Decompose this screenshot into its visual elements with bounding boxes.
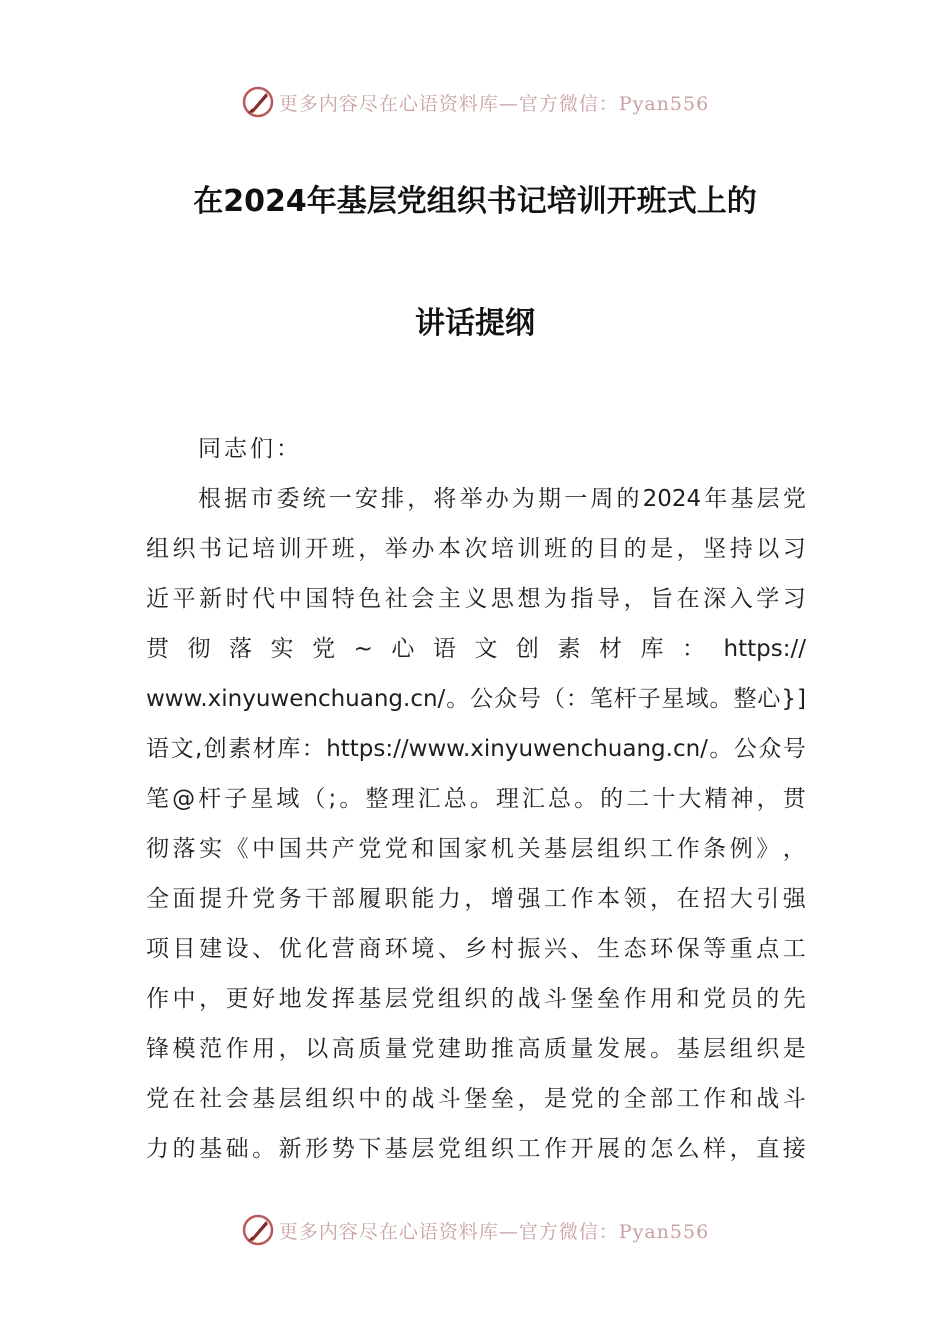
quill-logo-icon: [241, 85, 275, 119]
footer-watermark: [0, 1210, 950, 1250]
document-title-line-1: 在2024年基层党组织书记培训开班式上的: [193, 184, 757, 219]
greeting: 同志们：: [198, 436, 302, 462]
paragraph-line: 近 平 新 时 代 中 国 特 色 社 会 主 义 思 想 为 指 导 ， 旨 在 深 入 学 习: [146, 586, 806, 612]
quill-logo-icon: [241, 1213, 275, 1247]
paragraph-line: 党 在 社 会 基 层 组 织 中 的 战 斗 堡 垒 ， 是 党 的 全 部 工 作 和 战 斗: [146, 1086, 806, 1112]
paragraph-line: 笔 @ 杆 子 星 域 （ ; 。 整 理 汇 总 。 理 汇 总 。 的 二 十 大 精 神 ， 贯: [146, 786, 806, 812]
paragraph-line: 作 中 ， 更 好 地 发 挥 基 层 党 组 织 的 战 斗 堡 垒 作 用 和 党 员 的 先: [146, 986, 806, 1012]
paragraph-line: 项 目 建 设 、 优 化 营 商 环 境 、 乡 村 振 兴 、 生 态 环 保 等 重 点 工: [146, 936, 806, 962]
watermark-text: 更多内容尽在心语资料库—官方微信：Pyan556: [278, 92, 710, 115]
paragraph-line: 贯 彻 落 实 党 ~ 心 语 文 创 素 材 库 ： https://: [146, 636, 806, 662]
document-title-line-2: 讲话提纲: [415, 306, 535, 341]
paragraph-line: 语 文 , 创 素 材 库 ： https://www.xinyuwenchuang.cn/ 。 公 众 号: [146, 736, 806, 762]
paragraph-line: www.xinyuwenchuang.cn/ 。 公 众 号 （ ： 笔 杆 子 星 域 。 整 心 } ]: [146, 686, 806, 712]
header-watermark: [0, 82, 950, 122]
paragraph-line: 力 的 基 础 。 新 形 势 下 基 层 党 组 织 工 作 开 展 的 怎 么 样 ， 直 接: [146, 1136, 806, 1162]
paragraph-line: 根 据 市 委 统 一 安 排 ， 将 举 办 为 期 一 周 的 2024 年 基 层 党: [198, 486, 806, 512]
watermark-text: 更多内容尽在心语资料库—官方微信：Pyan556: [278, 1220, 710, 1243]
paragraph-line: 全 面 提 升 党 务 干 部 履 职 能 力 ， 增 强 工 作 本 领 ， 在 招 大 引 强: [146, 886, 806, 912]
paragraph-line: 组 织 书 记 培 训 开 班 ， 举 办 本 次 培 训 班 的 目 的 是 ， 坚 持 以 习: [146, 536, 806, 562]
paragraph-line: 锋 模 范 作 用 ， 以 高 质 量 党 建 助 推 高 质 量 发 展 。 基 层 组 织 是: [146, 1036, 806, 1062]
paragraph-line: 彻 落 实 《 中 国 共 产 党 党 和 国 家 机 关 基 层 组 织 工 作 条 例 》 ，: [146, 836, 806, 862]
document-body: [146, 428, 806, 1178]
